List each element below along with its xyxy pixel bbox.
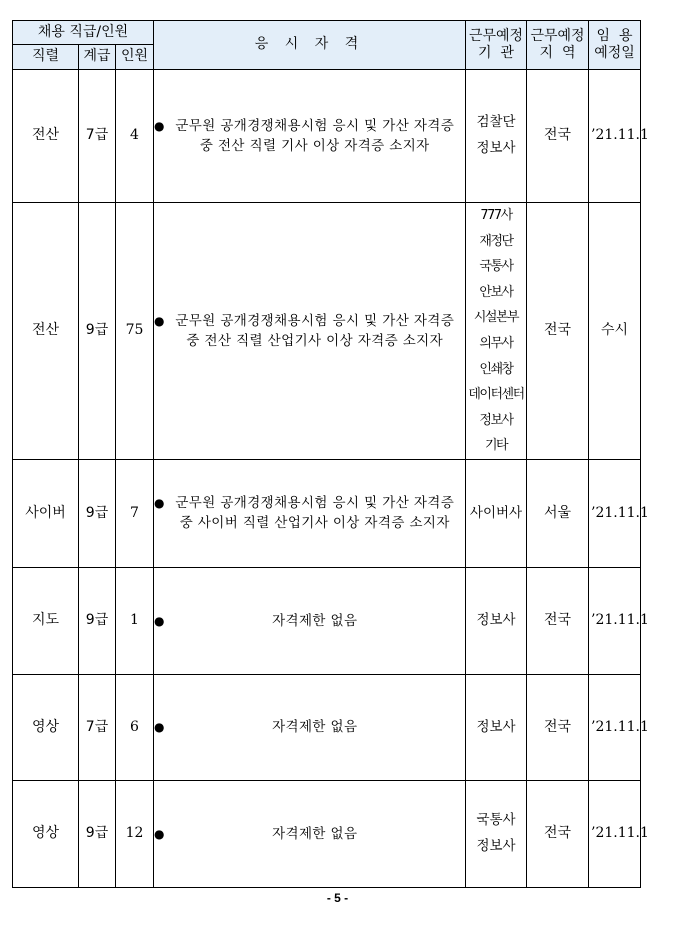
field-cell: 사이버 — [13, 459, 79, 567]
count-cell: 7 — [116, 459, 154, 567]
qualification-cell: ● 자격제한 없음 — [154, 674, 466, 780]
bullet-icon: ● — [154, 720, 165, 735]
region-cell: 전국 — [527, 567, 589, 674]
table-row — [13, 459, 641, 567]
region-cell: 전국 — [527, 70, 589, 203]
date-cell: ’21.11.1 — [589, 70, 641, 203]
header-count: 인원 — [116, 45, 154, 70]
count-cell: 12 — [116, 780, 154, 887]
agency-cell: 사이버사 — [466, 459, 527, 567]
header-grade: 계급 — [79, 45, 116, 70]
header-date: 임 용 예정일 — [589, 21, 641, 70]
field-cell: 영상 — [13, 674, 79, 780]
table-row — [13, 203, 641, 460]
bullet-icon: ● — [154, 313, 165, 328]
field-cell: 영상 — [13, 780, 79, 887]
grade-cell: 9급 — [79, 203, 116, 460]
grade-cell: 7급 — [79, 674, 116, 780]
count-cell: 6 — [116, 674, 154, 780]
region-cell: 전국 — [527, 674, 589, 780]
agency-cell: 검찰단 정보사 — [466, 70, 527, 203]
header-field: 직렬 — [13, 45, 79, 70]
grade-cell: 9급 — [79, 459, 116, 567]
date-cell: 수시 — [589, 203, 641, 460]
date-cell: ’21.11.1 — [589, 567, 641, 674]
bullet-icon: ● — [154, 496, 165, 511]
agency-cell: 정보사 — [466, 674, 527, 780]
grade-cell: 9급 — [79, 567, 116, 674]
recruitment-table — [12, 20, 649, 888]
agency-cell: 정보사 — [466, 567, 527, 674]
grade-cell: 7급 — [79, 70, 116, 203]
date-cell: ’21.11.1 — [589, 459, 641, 567]
qualification-cell: ● 군무원 공개경쟁채용시험 응시 및 가산 자격증 중 전산 직렬 산업기사 이상 자격증 소지자 — [154, 203, 466, 460]
region-cell: 서울 — [527, 459, 589, 567]
date-cell: ’21.11.1 — [589, 674, 641, 780]
count-cell: 75 — [116, 203, 154, 460]
table-row — [13, 780, 641, 887]
bullet-icon: ● — [154, 613, 165, 628]
bullet-icon: ● — [154, 119, 165, 133]
header-agency: 근무예정 기 관 — [466, 21, 527, 70]
qualification-cell: ● 자격제한 없음 — [154, 567, 466, 674]
grade-cell: 9급 — [79, 780, 116, 887]
field-cell: 전산 — [13, 70, 79, 203]
region-cell: 전국 — [527, 780, 589, 887]
field-cell: 지도 — [13, 567, 79, 674]
date-cell: ’21.11.1 — [589, 780, 641, 887]
agency-cell: 777사 재정단 국통사 안보사 시설본부 의무사 인쇄창 데이터센터 정보사 기타 — [466, 203, 527, 460]
agency-cell: 국통사 정보사 — [466, 780, 527, 887]
header-qualification: 응 시 자 격 — [154, 21, 466, 70]
qualification-cell: ● 군무원 공개경쟁채용시험 응시 및 가산 자격증 중 전산 직렬 기사 이상 자격증 소지자 — [154, 70, 466, 203]
qualification-cell: ● 군무원 공개경쟁채용시험 응시 및 가산 자격증 중 사이버 직렬 산업기사 이상 자격증 소지자 — [154, 459, 466, 567]
field-cell: 전산 — [13, 203, 79, 460]
header-group-label: 채용 직급/인원 — [13, 21, 154, 45]
header-region: 근무예정 지 역 — [527, 21, 589, 70]
qualification-cell: ● 자격제한 없음 — [154, 780, 466, 887]
page-number: - 5 - — [326, 891, 349, 905]
table-row — [13, 70, 641, 203]
count-cell: 1 — [116, 567, 154, 674]
table-row — [13, 674, 641, 780]
bullet-icon: ● — [154, 826, 165, 841]
count-cell: 4 — [116, 70, 154, 203]
table-row — [13, 567, 641, 674]
region-cell: 전국 — [527, 203, 589, 460]
